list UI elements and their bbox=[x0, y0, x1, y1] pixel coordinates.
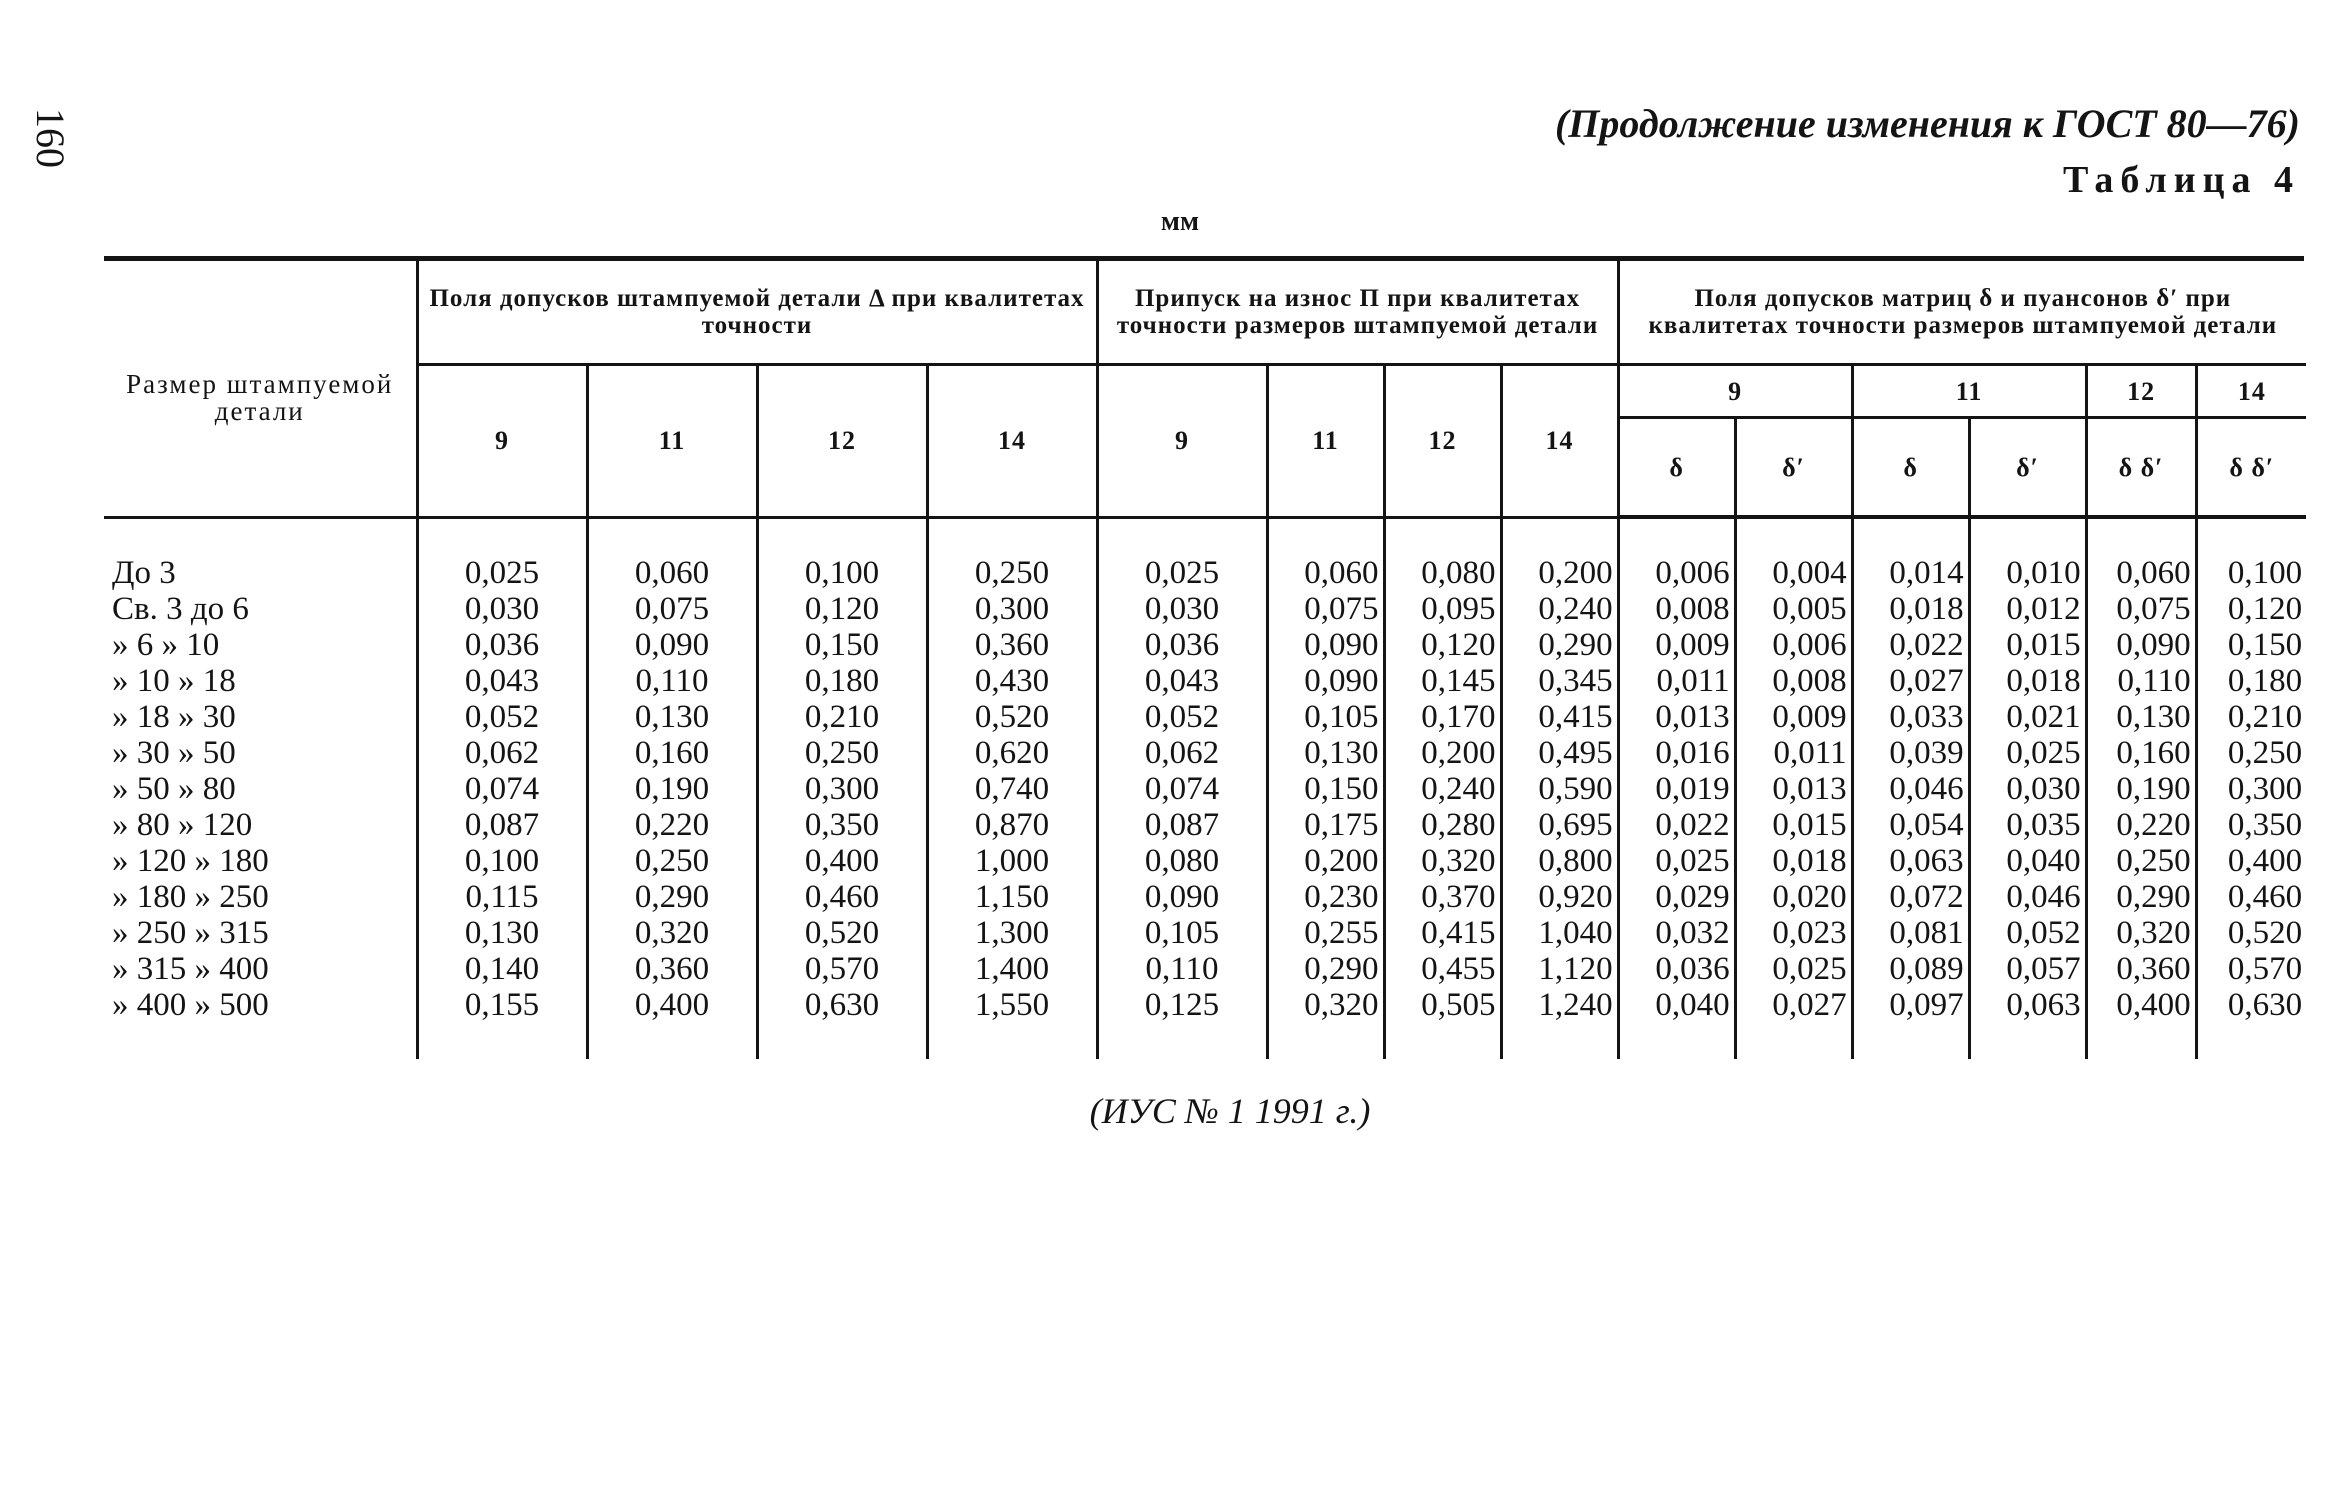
table-cell: 0,400 bbox=[634, 986, 710, 1023]
table-cell: 0,036 bbox=[1144, 626, 1220, 663]
table-cell: 0,150 bbox=[1304, 770, 1379, 807]
table-cell: 0,570 bbox=[2227, 951, 2303, 987]
header-group-part-tolerance: Поля допусков штампуемой детали Δ при квалитетах точности bbox=[417, 261, 1097, 365]
col-die-11-delta-prime bbox=[1969, 517, 2086, 1059]
table-cell: 0,180 bbox=[2227, 663, 2303, 699]
table-cell: 0,009 bbox=[1772, 699, 1847, 735]
tolerance-table bbox=[104, 261, 2306, 1059]
table-cell: 0,008 bbox=[1772, 663, 1847, 699]
table-cell: 0,029 bbox=[1655, 879, 1730, 915]
table-cell: 0,046 bbox=[2006, 879, 2081, 915]
table-cell: 0,160 bbox=[634, 734, 710, 771]
table-cell: 0,016 bbox=[1655, 735, 1730, 771]
table-cell: 0,100 bbox=[804, 554, 880, 591]
table-cell: 0,300 bbox=[2227, 771, 2303, 807]
table-cell: 0,006 bbox=[1772, 627, 1847, 663]
table-cell: 0,054 bbox=[1889, 807, 1964, 843]
header-delta-12: δ δ′ bbox=[2086, 418, 2196, 518]
table-cell: 0,590 bbox=[1538, 770, 1613, 807]
table-cell: 0,290 bbox=[2116, 879, 2191, 915]
table-cell: 0,043 bbox=[1144, 662, 1220, 699]
table-cell: 0,130 bbox=[464, 914, 540, 951]
table-cell: 0,110 bbox=[635, 662, 709, 699]
header-die-q-14: 14 bbox=[2196, 365, 2306, 418]
col-die-14 bbox=[2196, 517, 2306, 1059]
table-cell: 0,300 bbox=[974, 590, 1050, 627]
table-cell: 0,460 bbox=[2227, 879, 2303, 915]
table-cell: 0,320 bbox=[1304, 986, 1379, 1023]
table-cell: 0,018 bbox=[1772, 843, 1847, 879]
col-allowance-11 bbox=[1267, 517, 1384, 1059]
table-cell: 0,210 bbox=[2227, 699, 2303, 735]
table-cell: 0,175 bbox=[1304, 806, 1379, 843]
table-cell: » 315 » 400 bbox=[112, 950, 269, 987]
header-size: Размер штампуемой детали bbox=[104, 261, 417, 517]
header-q-11: 11 bbox=[587, 365, 757, 518]
table-cell: 0,345 bbox=[1538, 662, 1613, 699]
table-cell: 0,250 bbox=[974, 554, 1050, 591]
header-delta-prime-9: δ′ bbox=[1735, 418, 1852, 518]
header-q-12: 12 bbox=[757, 365, 927, 518]
col-die-11-delta bbox=[1852, 517, 1969, 1059]
table-cell: » 400 » 500 bbox=[112, 986, 269, 1023]
header-group-wear-allowance: Припуск на износ П при квалитетах точности размеров штампуемой детали bbox=[1097, 261, 1618, 365]
table-cell: 0,570 bbox=[804, 950, 880, 987]
table-cell: 0,089 bbox=[1889, 951, 1964, 987]
table-cell: 0,300 bbox=[804, 770, 880, 807]
table-cell: 0,015 bbox=[2006, 627, 2081, 663]
table-cell: 0,018 bbox=[2006, 663, 2081, 699]
table-cell: 0,695 bbox=[1538, 806, 1613, 843]
table-cell: 0,160 bbox=[2116, 735, 2191, 771]
table-cell: 0,090 bbox=[2116, 627, 2191, 663]
table-cell: 0,015 bbox=[1772, 807, 1847, 843]
table-cell: 0,320 bbox=[634, 914, 710, 951]
table-cell: 0,200 bbox=[1421, 734, 1496, 771]
table-cell: 0,025 bbox=[1144, 554, 1220, 591]
header-group-die-punch-tolerance: Поля допусков матриц δ и пуансонов δ′ при квалитетах точности размеров штампуемой детали bbox=[1618, 261, 2306, 365]
table-cell: 1,400 bbox=[974, 950, 1050, 987]
table-cell: 0,030 bbox=[1144, 590, 1220, 627]
table-cell: 0,200 bbox=[1538, 554, 1613, 591]
table-cell: 0,013 bbox=[1772, 771, 1847, 807]
table-cell: 0,052 bbox=[464, 698, 540, 735]
table-cell: 0,520 bbox=[804, 914, 880, 951]
table-cell: 0,105 bbox=[1144, 914, 1220, 951]
table-cell: 0,360 bbox=[974, 626, 1050, 663]
table-cell: 0,087 bbox=[1144, 806, 1220, 843]
table-cell: 0,010 bbox=[2006, 555, 2081, 591]
table-cell: 0,740 bbox=[974, 770, 1050, 807]
table-cell: 0,155 bbox=[464, 986, 540, 1023]
table-cell: 0,008 bbox=[1655, 591, 1730, 627]
table-cell: 0,022 bbox=[1889, 627, 1964, 663]
header-die-q-9: 9 bbox=[1618, 365, 1852, 418]
table-cell: 1,300 bbox=[974, 914, 1050, 951]
table-cell: 0,075 bbox=[2116, 591, 2191, 627]
table-cell: 0,060 bbox=[634, 554, 710, 591]
col-allowance-14 bbox=[1501, 517, 1618, 1059]
table-cell: 1,000 bbox=[974, 842, 1050, 879]
table-cell: 0,415 bbox=[1421, 914, 1496, 951]
table-cell: 0,495 bbox=[1538, 734, 1613, 771]
table-cell: 0,220 bbox=[2116, 807, 2191, 843]
unit-label: мм bbox=[1160, 206, 1200, 237]
table-cell: 0,320 bbox=[2116, 915, 2191, 951]
table-cell: 0,350 bbox=[804, 806, 880, 843]
table-cell: 0,022 bbox=[1655, 807, 1730, 843]
table-cell: 0,520 bbox=[974, 698, 1050, 735]
table-cell: 0,190 bbox=[2116, 771, 2191, 807]
table-cell: 0,200 bbox=[1304, 842, 1379, 879]
table-cell: 0,360 bbox=[2116, 951, 2191, 987]
table-cell: 0,074 bbox=[464, 770, 540, 807]
table-cell: 0,027 bbox=[1772, 987, 1847, 1023]
table-cell: 0,087 bbox=[464, 806, 540, 843]
table-cell: 0,415 bbox=[1538, 698, 1613, 735]
table-cell: 0,250 bbox=[2116, 843, 2191, 879]
header-die-q-12: 12 bbox=[2086, 365, 2196, 418]
header-delta-11: δ bbox=[1852, 418, 1969, 518]
table-label: Таблица 4 bbox=[2062, 159, 2300, 201]
table-cell: 0,110 bbox=[2117, 663, 2191, 699]
table-cell: 0,250 bbox=[2227, 735, 2303, 771]
table-cell: 0,005 bbox=[1772, 591, 1847, 627]
table-cell: 0,030 bbox=[2006, 771, 2081, 807]
table-cell: 0,040 bbox=[1655, 987, 1730, 1023]
table-cell: » 30 » 50 bbox=[112, 734, 236, 771]
table-cell: 0,012 bbox=[2006, 591, 2081, 627]
table-cell: 0,400 bbox=[804, 842, 880, 879]
table-cell: 0,145 bbox=[1421, 662, 1496, 699]
table-cell: 0,046 bbox=[1889, 771, 1964, 807]
table-cell: 0,140 bbox=[464, 950, 540, 987]
table-cell: 0,105 bbox=[1304, 698, 1379, 735]
col-allowance-9 bbox=[1097, 517, 1267, 1059]
table-cell: 0,080 bbox=[1421, 554, 1496, 591]
table-cell: 0,240 bbox=[1538, 590, 1613, 627]
table-cell: 0,115 bbox=[465, 878, 539, 915]
table-cell: 0,920 bbox=[1538, 878, 1613, 915]
table-cell: 0,074 bbox=[1144, 770, 1220, 807]
table-cell: 1,150 bbox=[974, 878, 1050, 915]
table-cell: 0,019 bbox=[1655, 771, 1730, 807]
page-number: 160 bbox=[28, 108, 73, 168]
table-cell: 0,210 bbox=[804, 698, 880, 735]
table-cell: 0,250 bbox=[804, 734, 880, 771]
table-cell: 0,036 bbox=[464, 626, 540, 663]
col-allowance-12 bbox=[1384, 517, 1501, 1059]
table-cell: 0,505 bbox=[1421, 986, 1496, 1023]
header-allowance-q-14: 14 bbox=[1501, 365, 1618, 518]
table-cell: 0,090 bbox=[634, 626, 710, 663]
table-cell: 0,190 bbox=[634, 770, 710, 807]
table-cell: 0,062 bbox=[1144, 734, 1220, 771]
table-cell: 0,120 bbox=[1421, 626, 1496, 663]
table-cell: 0,150 bbox=[804, 626, 880, 663]
table-cell: 0,052 bbox=[2006, 915, 2081, 951]
table-cell: » 250 » 315 bbox=[112, 914, 269, 951]
table-cell: 0,455 bbox=[1421, 950, 1496, 987]
table-cell: 0,370 bbox=[1421, 878, 1496, 915]
table-cell: 0,090 bbox=[1304, 662, 1379, 699]
table-cell: 0,095 bbox=[1421, 590, 1496, 627]
col-part-9 bbox=[417, 517, 587, 1059]
table-cell: 0,027 bbox=[1889, 663, 1964, 699]
table-cell: 0,460 bbox=[804, 878, 880, 915]
table-cell: 0,063 bbox=[2006, 987, 2081, 1023]
table-cell: 0,110 bbox=[1145, 950, 1219, 987]
col-size bbox=[104, 517, 417, 1059]
table-cell: 0,100 bbox=[464, 842, 540, 879]
table-cell: 0,040 bbox=[2006, 843, 2081, 879]
table-cell: 0,870 bbox=[974, 806, 1050, 843]
header-delta-prime-11: δ′ bbox=[1969, 418, 2086, 518]
header-delta-9: δ bbox=[1618, 418, 1735, 518]
table-cell: До 3 bbox=[112, 554, 176, 591]
col-die-9-delta bbox=[1618, 517, 1735, 1059]
table-cell: » 80 » 120 bbox=[112, 806, 253, 843]
table-cell: 0,021 bbox=[2006, 699, 2081, 735]
table-cell: 0,025 bbox=[1655, 843, 1730, 879]
header-die-q-11: 11 bbox=[1852, 365, 2086, 418]
table-cell: 0,025 bbox=[1772, 951, 1847, 987]
table-cell: 0,075 bbox=[634, 590, 710, 627]
table-cell: 1,240 bbox=[1538, 986, 1613, 1023]
table-cell: 0,125 bbox=[1144, 986, 1220, 1023]
table-cell: 0,630 bbox=[804, 986, 880, 1023]
table-cell: 0,018 bbox=[1889, 591, 1964, 627]
table-cell: 0,130 bbox=[634, 698, 710, 735]
table-cell: 0,013 bbox=[1655, 699, 1730, 735]
table-cell: 0,280 bbox=[1421, 806, 1496, 843]
table-cell: 0,520 bbox=[2227, 915, 2303, 951]
table-cell: » 120 » 180 bbox=[112, 842, 269, 879]
col-part-14 bbox=[927, 517, 1097, 1059]
table-cell: 0,090 bbox=[1304, 626, 1379, 663]
table-cell: 0,030 bbox=[464, 590, 540, 627]
table-cell: 0,090 bbox=[1144, 878, 1220, 915]
table-cell: 0,170 bbox=[1421, 698, 1496, 735]
table-cell: 0,255 bbox=[1304, 914, 1379, 951]
table-cell: » 50 » 80 bbox=[112, 770, 236, 807]
table-cell: Св. 3 до 6 bbox=[112, 590, 249, 627]
table-cell: 0,097 bbox=[1889, 987, 1964, 1023]
table-cell: 0,014 bbox=[1889, 555, 1964, 591]
table-cell: 0,120 bbox=[804, 590, 880, 627]
table-cell: » 10 » 18 bbox=[112, 662, 236, 699]
table-cell: 0,043 bbox=[464, 662, 540, 699]
header-allowance-q-11: 11 bbox=[1267, 365, 1384, 518]
table-cell: 0,011 bbox=[1773, 735, 1847, 771]
table-cell: 0,320 bbox=[1421, 842, 1496, 879]
table-cell: » 18 » 30 bbox=[112, 698, 236, 735]
header-allowance-q-9: 9 bbox=[1097, 365, 1267, 518]
table-cell: 0,230 bbox=[1304, 878, 1379, 915]
table-cell: 0,290 bbox=[1304, 950, 1379, 987]
table-cell: 0,025 bbox=[2006, 735, 2081, 771]
table-cell: 0,400 bbox=[2116, 987, 2191, 1023]
table-cell: 0,023 bbox=[1772, 915, 1847, 951]
table-cell: 0,350 bbox=[2227, 807, 2303, 843]
table-cell: 0,039 bbox=[1889, 735, 1964, 771]
table-cell: 0,120 bbox=[2227, 591, 2303, 627]
table-cell: 0,630 bbox=[2227, 987, 2303, 1023]
table-cell: 0,062 bbox=[464, 734, 540, 771]
header-q-9: 9 bbox=[417, 365, 587, 518]
table-cell: 0,036 bbox=[1655, 951, 1730, 987]
table-cell: 0,006 bbox=[1655, 555, 1730, 591]
col-die-12 bbox=[2086, 517, 2196, 1059]
table-cell: 0,130 bbox=[1304, 734, 1379, 771]
table-cell: 1,120 bbox=[1538, 950, 1613, 987]
table-cell: 0,004 bbox=[1772, 555, 1847, 591]
table-cell: 0,290 bbox=[634, 878, 710, 915]
table-cell: 0,180 bbox=[804, 662, 880, 699]
table-cell: 1,040 bbox=[1538, 914, 1613, 951]
table-cell: 0,035 bbox=[2006, 807, 2081, 843]
col-part-11 bbox=[587, 517, 757, 1059]
table-cell: 0,075 bbox=[1304, 590, 1379, 627]
table-cell: 0,033 bbox=[1889, 699, 1964, 735]
table-cell: » 6 » 10 bbox=[112, 626, 220, 663]
table-cell: 0,220 bbox=[634, 806, 710, 843]
table-cell: 0,020 bbox=[1772, 879, 1847, 915]
table-cell: 0,100 bbox=[2227, 555, 2303, 591]
source-note: (ИУС № 1 1991 г.) bbox=[1089, 1091, 1371, 1131]
table-cell: 0,130 bbox=[2116, 699, 2191, 735]
table-cell: 0,800 bbox=[1538, 842, 1613, 879]
header-allowance-q-12: 12 bbox=[1384, 365, 1501, 518]
table-cell: » 180 » 250 bbox=[112, 878, 269, 915]
table-cell: 0,081 bbox=[1889, 915, 1964, 951]
table-cell: 0,290 bbox=[1538, 626, 1613, 663]
table-cell: 0,250 bbox=[634, 842, 710, 879]
table-cell: 0,080 bbox=[1144, 842, 1220, 879]
table-cell: 0,150 bbox=[2227, 627, 2303, 663]
table-cell: 0,430 bbox=[974, 662, 1050, 699]
continuation-note: (Продолжение изменения к ГОСТ 80—76) bbox=[1554, 101, 2300, 146]
col-die-9-delta-prime bbox=[1735, 517, 1852, 1059]
table-cell: 0,072 bbox=[1889, 879, 1964, 915]
table-cell: 0,060 bbox=[2116, 555, 2191, 591]
table-cell: 0,400 bbox=[2227, 843, 2303, 879]
table-cell: 1,550 bbox=[974, 986, 1050, 1023]
table-cell: 0,240 bbox=[1421, 770, 1496, 807]
table-cell: 0,057 bbox=[2006, 951, 2081, 987]
table-cell: 0,360 bbox=[634, 950, 710, 987]
table-cell: 0,032 bbox=[1655, 915, 1730, 951]
table-cell: 0,620 bbox=[974, 734, 1050, 771]
table-cell: 0,025 bbox=[464, 554, 540, 591]
table-cell: 0,009 bbox=[1655, 627, 1730, 663]
table-cell: 0,052 bbox=[1144, 698, 1220, 735]
header-q-14: 14 bbox=[927, 365, 1097, 518]
col-part-12 bbox=[757, 517, 927, 1059]
table-cell: 0,011 bbox=[1656, 663, 1730, 699]
table-cell: 0,063 bbox=[1889, 843, 1964, 879]
table-cell: 0,060 bbox=[1304, 554, 1379, 591]
header-delta-14: δ δ′ bbox=[2196, 418, 2306, 518]
